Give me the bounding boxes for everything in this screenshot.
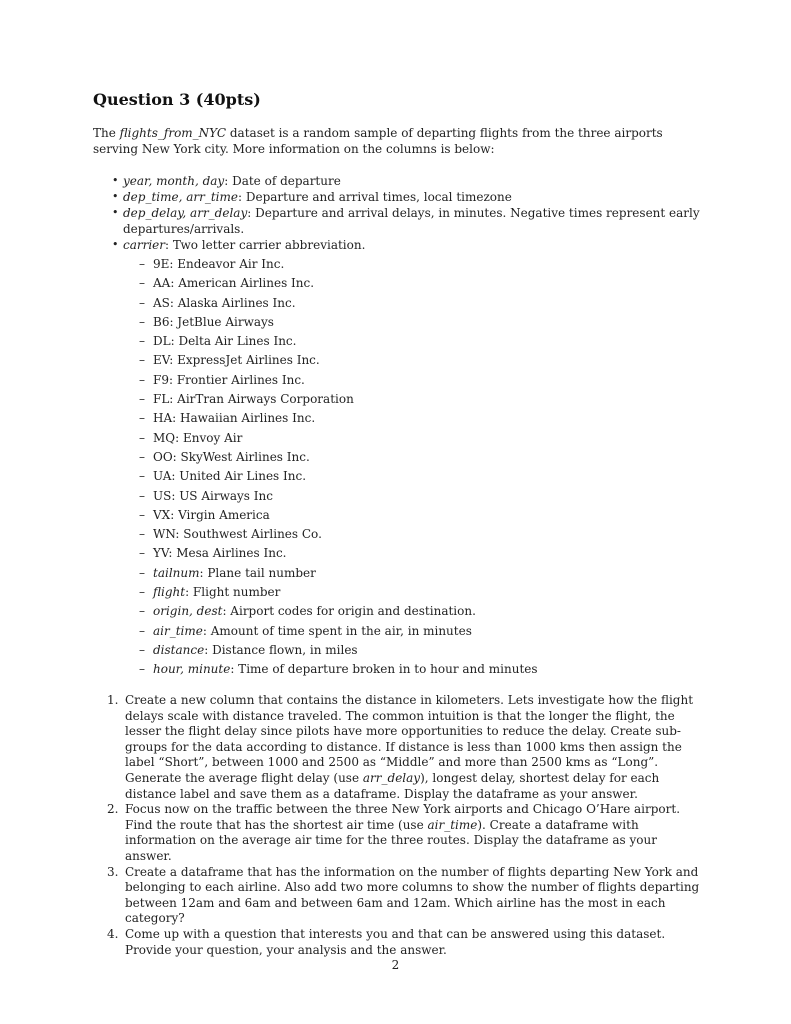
- sub-item-desc: F9: Frontier Airlines Inc.: [153, 372, 305, 387]
- sub-item-desc: YV: Mesa Airlines Inc.: [153, 546, 287, 561]
- dash-glyph: –: [139, 392, 145, 407]
- column-bullet-list: [93, 173, 703, 253]
- bullet-glyph: •: [112, 174, 119, 187]
- dash-glyph: –: [139, 469, 145, 484]
- bullet-desc: : Two letter carrier abbreviation.: [165, 238, 366, 252]
- sub-list-item: [139, 623, 538, 642]
- bullet-desc: : Departure and arrival times, local timezone: [238, 190, 512, 204]
- dash-glyph: –: [139, 314, 145, 329]
- dash-glyph: –: [139, 372, 145, 387]
- sub-item-desc: : Time of departure broken in to hour and minutes: [230, 662, 538, 677]
- sub-item-desc: OO: SkyWest Airlines Inc.: [153, 449, 310, 464]
- dash-glyph: –: [139, 527, 145, 542]
- dash-glyph: –: [139, 565, 145, 580]
- intro-suffix: dataset is a random sample of departing flights from the three airports serving New York city. More information on the columns is below:: [93, 126, 663, 156]
- sub-item-desc: AA: American Airlines Inc.: [153, 276, 315, 291]
- bullet-item: [93, 189, 703, 205]
- sub-list-item: [139, 372, 538, 391]
- sub-list-item: [139, 410, 538, 429]
- task-text: Focus now on the traffic between the three New York airports and Chicago O’Hare airport. Find the route that has the shortest air time (use: [125, 802, 681, 832]
- task-number: 2.: [107, 802, 119, 817]
- dash-glyph: –: [139, 507, 145, 522]
- task-text: Come up with a question that interests you and that can be answered using this dataset. Provide your question, your analysis and the answer.: [125, 926, 666, 957]
- sub-list-item: [139, 275, 538, 294]
- dash-glyph: –: [139, 662, 145, 677]
- dash-glyph: –: [139, 295, 145, 310]
- sub-item-desc: : Plane tail number: [199, 565, 316, 580]
- task-item: [107, 927, 703, 958]
- sub-list-item: [139, 391, 538, 410]
- bullet-term: dep_time, arr_time: [123, 190, 239, 204]
- dash-glyph: –: [139, 257, 145, 271]
- question-title: Question 3 (40pts): [93, 90, 261, 109]
- bullet-item: [93, 173, 703, 189]
- sub-list-item: [139, 295, 538, 314]
- sub-list-item: [139, 352, 538, 371]
- sub-item-desc: : Flight number: [185, 585, 281, 600]
- sub-list-item: [139, 661, 538, 680]
- sub-list-item: [139, 488, 538, 507]
- sub-item-term: tailnum: [153, 565, 200, 580]
- dash-glyph: –: [139, 430, 145, 445]
- dash-glyph: –: [139, 488, 145, 503]
- sub-item-desc: B6: JetBlue Airways: [153, 314, 274, 329]
- dash-glyph: –: [139, 276, 145, 291]
- sub-item-term: flight: [153, 585, 186, 600]
- sub-list-item: [139, 333, 538, 352]
- dash-glyph: –: [139, 604, 145, 619]
- sub-item-desc: DL: Delta Air Lines Inc.: [153, 334, 297, 349]
- dash-glyph: –: [139, 585, 145, 600]
- sub-item-desc: MQ: Envoy Air: [153, 430, 243, 445]
- carrier-sub-list: [139, 256, 538, 681]
- bullet-glyph: •: [112, 238, 119, 251]
- intro-prefix: The: [93, 126, 120, 140]
- sub-list-item: [139, 584, 538, 603]
- sub-list-item: [139, 256, 538, 275]
- bullet-glyph: •: [112, 206, 119, 219]
- sub-list-item: [139, 507, 538, 526]
- sub-item-desc: : Airport codes for origin and destination.: [222, 604, 476, 619]
- task-text: ). Create a dataframe with information on the average air time for the three routes. Display the dataframe as your answer.: [125, 817, 657, 863]
- task-item: [107, 802, 703, 864]
- sub-list-item: [139, 526, 538, 545]
- sub-item-term: air_time: [153, 623, 203, 638]
- bullet-term: dep_delay, arr_delay: [123, 206, 248, 220]
- task-number: 1.: [107, 693, 119, 707]
- sub-item-term: hour, minute: [153, 662, 231, 677]
- sub-item-desc: VX: Virgin America: [153, 507, 270, 522]
- sub-item-desc: HA: Hawaiian Airlines Inc.: [153, 411, 316, 426]
- sub-item-desc: WN: Southwest Airlines Co.: [153, 527, 322, 542]
- sub-item-term: origin, dest: [153, 604, 223, 619]
- dataset-name: flights_from_NYC: [119, 126, 227, 140]
- bullet-item: [93, 205, 703, 237]
- task-item: [107, 693, 703, 802]
- task-number: 3.: [107, 864, 119, 879]
- intro-paragraph: [93, 125, 703, 157]
- task-variable: air_time: [427, 817, 478, 832]
- task-text: Create a dataframe that has the information on the number of flights departing New York and belonging to each airline. Also add two more columns to show the number of flights departing between 12am and 6am and between 6am and 12am. Which airline has the most in each category?: [125, 864, 700, 926]
- sub-item-desc: : Distance flown, in miles: [204, 642, 358, 657]
- page-number: 2: [391, 958, 400, 972]
- bullet-desc: : Departure and arrival delays, in minutes. Negative times represent early departures/arrivals.: [123, 206, 700, 236]
- dash-glyph: –: [139, 642, 145, 657]
- dash-glyph: –: [139, 546, 145, 561]
- task-item: [107, 865, 703, 927]
- dash-glyph: –: [139, 411, 145, 426]
- dash-glyph: –: [139, 353, 145, 368]
- task-list: [107, 693, 703, 958]
- task-text: Create a new column that contains the distance in kilometers. Lets investigate how the flight delays scale with distance traveled. The common intuition is that the longer the flight, the lesser the flight delay since pilots have more opportunities to reduce the delay. Create sub-groups for the data according to distance. If distance is less than 1000 kms then assign the label “Short”, between 1000 and 2500 as “Middle” and more than 2500 kms as “Long”. Generate the average flight delay (use: [125, 693, 694, 785]
- sub-list-item: [139, 430, 538, 449]
- bullet-glyph: •: [112, 190, 119, 203]
- sub-item-desc: FL: AirTran Airways Corporation: [153, 392, 354, 407]
- sub-item-desc: UA: United Air Lines Inc.: [153, 469, 307, 484]
- sub-list-item: [139, 468, 538, 487]
- task-number: 4.: [107, 926, 119, 941]
- bullet-desc: : Date of departure: [224, 174, 341, 188]
- sub-item-desc: : Amount of time spent in the air, in minutes: [202, 623, 472, 638]
- bullet-term: year, month, day: [123, 174, 225, 188]
- sub-item-desc: EV: ExpressJet Airlines Inc.: [153, 353, 320, 368]
- dash-glyph: –: [139, 449, 145, 464]
- sub-list-item: [139, 565, 538, 584]
- sub-list-item: [139, 642, 538, 661]
- sub-list-item: [139, 603, 538, 622]
- bullet-item: [93, 237, 703, 253]
- sub-list-item: [139, 449, 538, 468]
- sub-item-desc: US: US Airways Inc: [153, 488, 273, 503]
- bullet-term: carrier: [123, 238, 166, 252]
- task-variable: arr_delay: [362, 770, 421, 785]
- dash-glyph: –: [139, 623, 145, 638]
- sub-item-term: distance: [153, 642, 205, 657]
- dash-glyph: –: [139, 334, 145, 349]
- sub-list-item: [139, 545, 538, 564]
- sub-list-item: [139, 314, 538, 333]
- sub-item-desc: 9E: Endeavor Air Inc.: [153, 257, 285, 271]
- task-text: ), longest delay, shortest delay for each distance label and save them as a dataframe. Display the dataframe as your answer.: [125, 770, 660, 801]
- sub-item-desc: AS: Alaska Airlines Inc.: [153, 295, 296, 310]
